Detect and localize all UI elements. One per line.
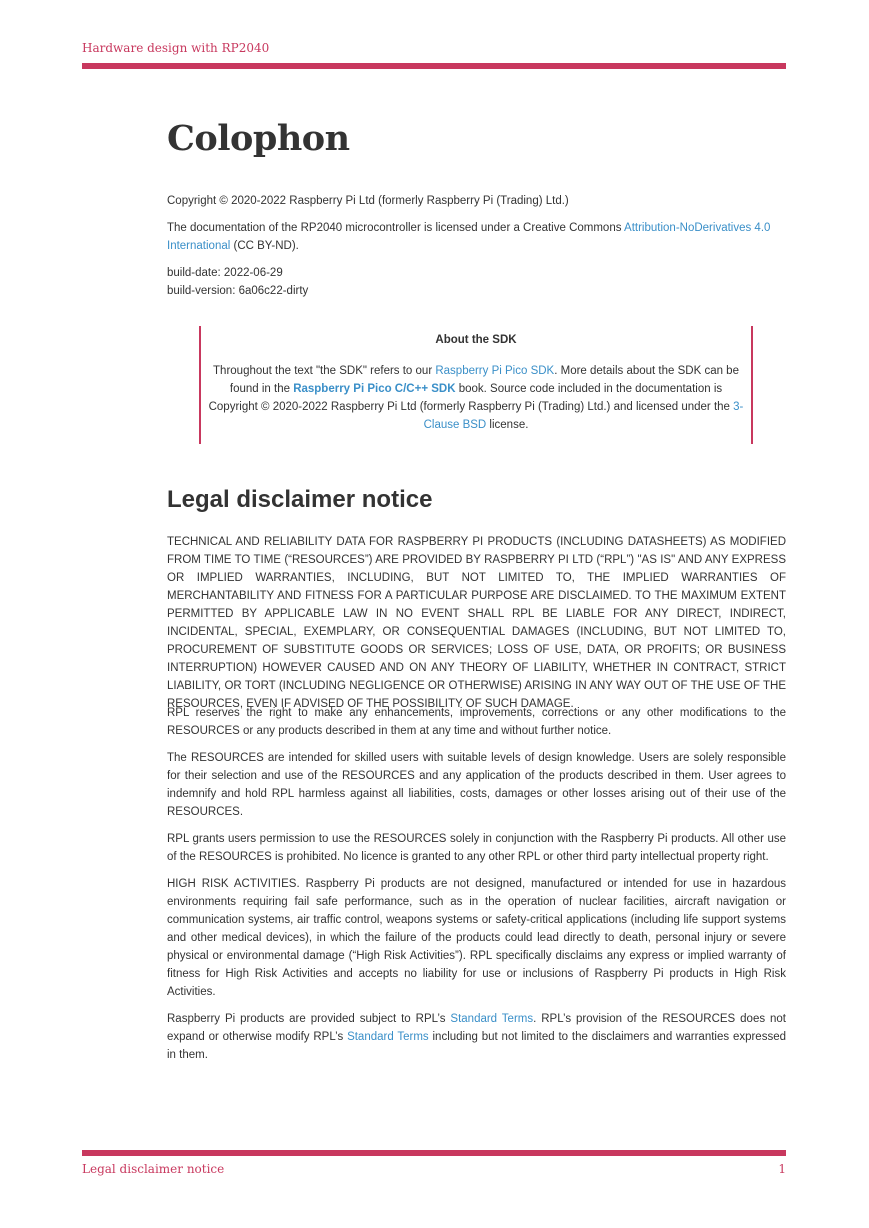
standard-terms-link-1[interactable]: Standard Terms [450, 1013, 534, 1025]
legal-paragraph-2: RPL reserves the right to make any enhancements, improvements, corrections or any other modifications to the RESOURCES or any products described in them at any time and without further notice. [167, 707, 786, 737]
legal-paragraph-3: The RESOURCES are intended for skilled users with suitable levels of design knowledge. Users are solely responsible for their selection and use of the RESOURCES and any application of the products described in them. User agrees to indemnify and hold RPL harmless against all liabilities, costs, damages or other losses arising out of their use of the RESOURCES. [167, 752, 786, 818]
standard-terms-link-2[interactable]: Standard Terms [347, 1031, 429, 1043]
legal-p6-text-b: . RPL’s provision of the RESOURCES does not expand or otherwise modify RPL’s [167, 1013, 787, 1043]
sdk-text-2: . More details about the SDK can be found in the [229, 365, 739, 395]
legal-paragraph-6 [167, 1010, 786, 1064]
about-sdk-text [207, 362, 745, 434]
sdk-text-4: license. [486, 419, 529, 431]
running-header: Hardware design with RP2040 [82, 41, 270, 55]
header-rule [82, 63, 786, 69]
bsd-license-link[interactable]: 3-Clause BSD [423, 401, 744, 431]
page-number: 1 [778, 1162, 786, 1176]
sdk-text-1: Throughout the text "the SDK" refers to our [213, 365, 436, 377]
license-text-post: (CC BY-ND). [230, 240, 299, 252]
license-paragraph [167, 219, 786, 255]
legal-p6-text-a: Raspberry Pi products are provided subject to RPL’s [167, 1013, 451, 1025]
legal-p6-text-c: including but not limited to the disclaimers and warranties expressed in them. [167, 1031, 786, 1061]
pico-sdk-link[interactable]: Raspberry Pi Pico SDK [435, 365, 555, 377]
footer-rule [82, 1150, 786, 1156]
legal-paragraph-4: RPL grants users permission to use the RESOURCES solely in conjunction with the Raspberry Pi products. All other use of the RESOURCES is prohibited. No licence is granted to any other RPL or other third party intellectual property right. [167, 833, 786, 863]
copyright-line: Copyright © 2020-2022 Raspberry Pi Ltd (formerly Raspberry Pi (Trading) Ltd.) [167, 195, 569, 207]
colophon-heading: Colophon [167, 118, 350, 159]
build-date: build-date: 2022-06-29 [167, 267, 283, 279]
about-sdk-callout [199, 326, 753, 444]
legal-paragraph-5: HIGH RISK ACTIVITIES. Raspberry Pi products are not designed, manufactured or intended for use in hazardous environments requiring fail safe performance, such as in the operation of nuclear facilities, aircraft navigation or communication systems, air traffic control, weapons systems or safety-critical applications (including life support systems and other medical devices), in which the failure of the products could lead directly to death, personal injury or severe physical or environmental damage (“High Risk Activities”). RPL specifically disclaims any express or implied warranty of fitness for High Risk Activities and accepts no liability for use or inclusions of Raspberry Pi products in High Risk Activities. [167, 878, 786, 998]
footer-section-title: Legal disclaimer notice [82, 1162, 225, 1176]
sdk-text-3: book. Source code included in the documentation is Copyright © 2020-2022 Raspberry Pi Ltd (formerly Raspberry Pi (Trading) Ltd.) and licensed under the [208, 383, 734, 413]
legal-disclaimer-heading: Legal disclaimer notice [167, 486, 433, 513]
legal-paragraph-1: TECHNICAL AND RELIABILITY DATA FOR RASPBERRY PI PRODUCTS (INCLUDING DATASHEETS) AS MODIFIED FROM TIME TO TIME (“RESOURCES”) ARE PROVIDED BY RASPBERRY PI LTD (“RPL”) "AS IS" AND ANY EXPRESS OR IMPLIED WARRANTIES, INCLUDING, BUT NOT LIMITED TO, THE IMPLIED WARRANTIES OF MERCHANTABILITY AND FITNESS FOR A PARTICULAR PURPOSE ARE DISCLAIMED. TO THE MAXIMUM EXTENT PERMITTED BY APPLICABLE LAW IN NO EVENT SHALL RPL BE LIABLE FOR ANY DIRECT, INDIRECT, INCIDENTAL, SPECIAL, EXEMPLARY, OR CONSEQUENTIAL DAMAGES (INCLUDING, BUT NOT LIMITED TO, PROCUREMENT OF SUBSTITUTE GOODS OR SERVICES; LOSS OF USE, DATA, OR PROFITS; OR BUSINESS INTERRUPTION) HOWEVER CAUSED AND ON ANY THEORY OF LIABILITY, WHETHER IN CONTRACT, STRICT LIABILITY, OR TORT (INCLUDING NEGLIGENCE OR OTHERWISE) ARISING IN ANY WAY OUT OF THE USE OF THE RESOURCES, EVEN IF ADVISED OF THE POSSIBILITY OF SUCH DAMAGE. [167, 536, 786, 710]
license-text-pre: The documentation of the RP2040 microcontroller is licensed under a Creative Commons [167, 222, 625, 234]
cc-license-link[interactable]: Attribution-NoDerivatives 4.0 International [167, 222, 771, 252]
about-sdk-title: About the SDK [435, 334, 517, 346]
build-version: build-version: 6a06c22-dirty [167, 285, 309, 297]
pico-c-sdk-book-link[interactable]: Raspberry Pi Pico C/C++ SDK [293, 383, 456, 395]
